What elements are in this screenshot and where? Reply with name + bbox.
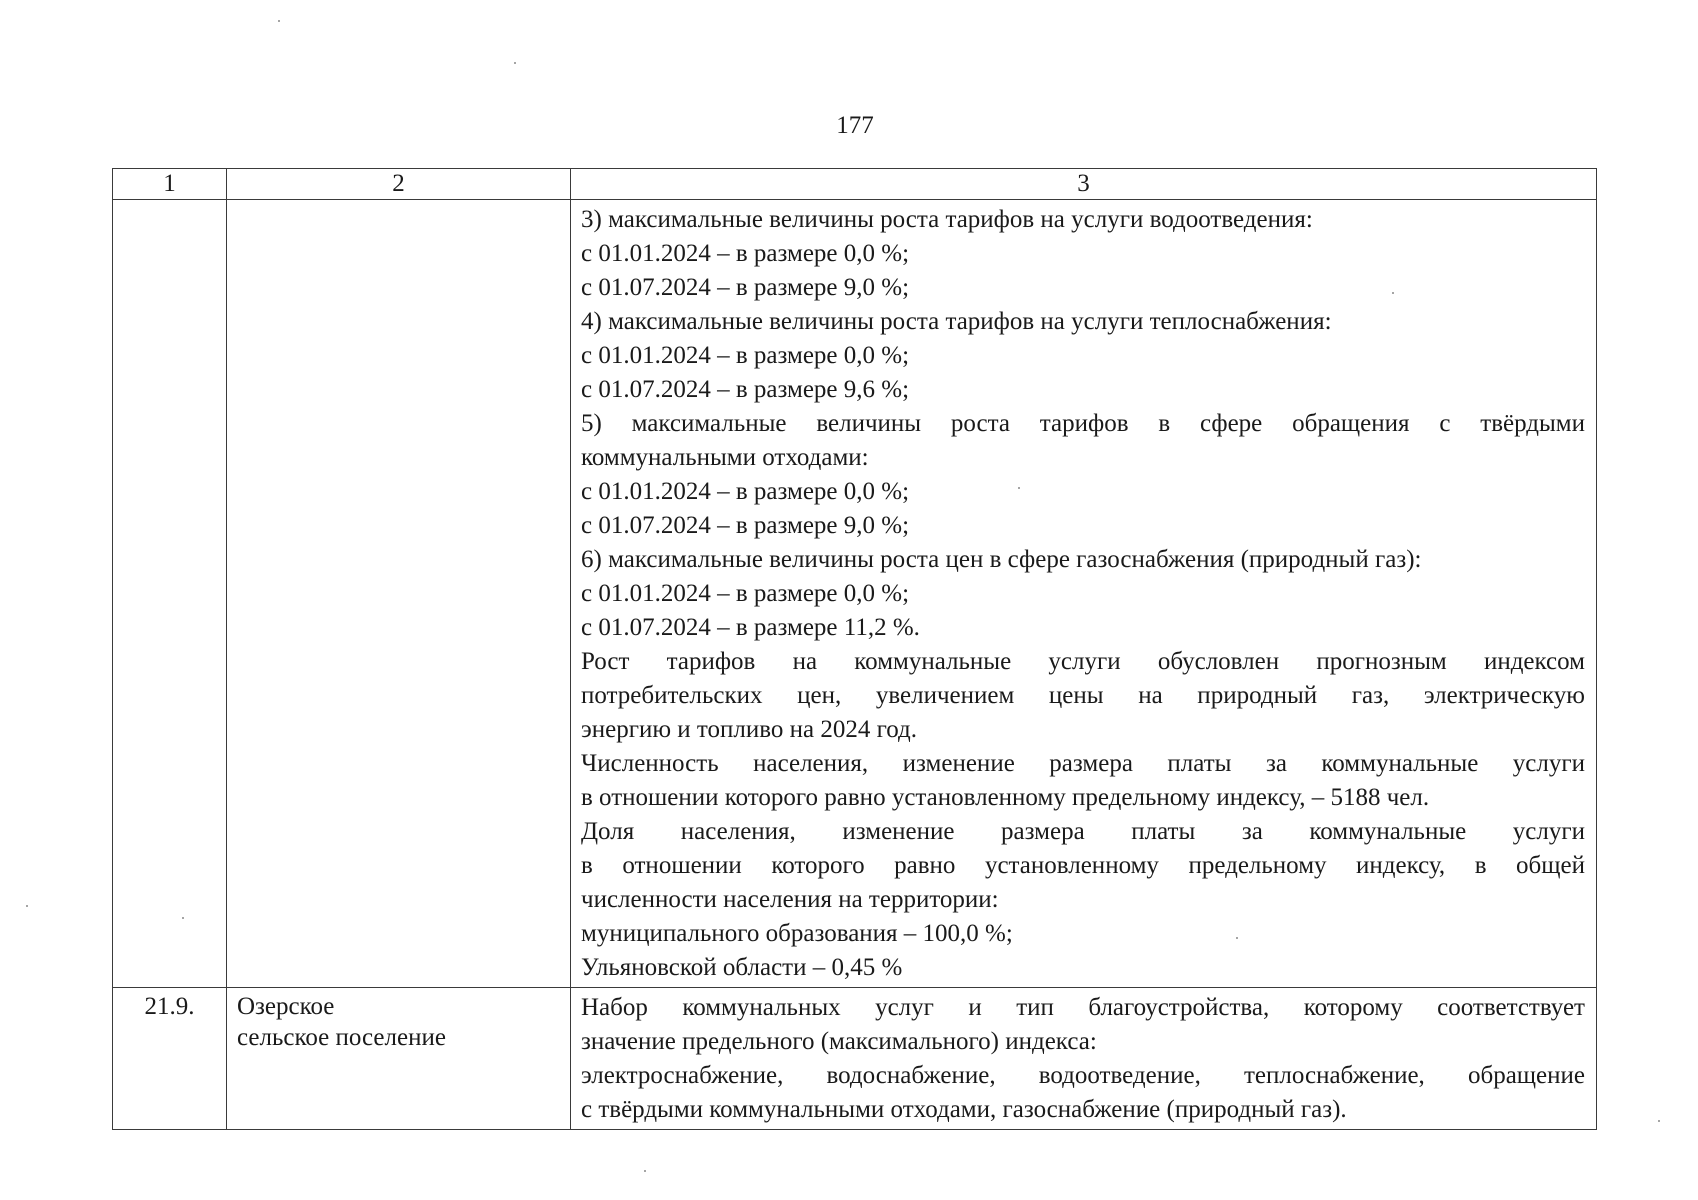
settlement-name-line: Озерское [237, 993, 335, 1020]
text-line: электроснабжение, водоснабжение, водоотведение, теплоснабжение, обращение [581, 1062, 1585, 1089]
text-line: в отношении которого равно установленному предельному индексу, в общей [581, 852, 1585, 879]
text-line: потребительских цен, увеличением цены на природный газ, электрическую [581, 682, 1585, 709]
tariff-table [112, 168, 1597, 1130]
text-line: Ульяновской области – 0,45 % [581, 954, 903, 981]
settlement-name-line: сельское поселение [237, 1024, 446, 1051]
column-header-1: 1 [113, 169, 227, 200]
row-name-cell [227, 200, 571, 988]
text-line: с 01.07.2024 – в размере 9,0 %; [581, 512, 910, 539]
text-line: с 01.01.2024 – в размере 0,0 %; [581, 240, 910, 267]
table-header-row [113, 169, 1597, 200]
text-line: Рост тарифов на коммунальные услуги обусловлен прогнозным индексом [581, 648, 1585, 675]
row-text-cell [571, 988, 1597, 1130]
text-line: с 01.01.2024 – в размере 0,0 %; [581, 580, 910, 607]
table-row [113, 200, 1597, 988]
text-line: 4) максимальные величины роста тарифов на услуги теплоснабжения: [581, 308, 1332, 335]
text-line: Доля населения, изменение размера платы за коммунальные услуги [581, 818, 1585, 845]
column-header-2: 2 [227, 169, 571, 200]
text-line: с 01.07.2024 – в размере 9,6 %; [581, 376, 910, 403]
table-row [113, 988, 1597, 1130]
text-line: с 01.07.2024 – в размере 11,2 %. [581, 614, 920, 641]
text-line: с твёрдыми коммунальными отходами, газоснабжение (природный газ). [581, 1096, 1347, 1123]
text-line: муниципального образования – 100,0 %; [581, 920, 1013, 947]
column-header-3: 3 [571, 169, 1597, 200]
row-text-cell [571, 200, 1597, 988]
text-line: с 01.01.2024 – в размере 0,0 %; [581, 478, 910, 505]
row-number-cell [113, 200, 227, 988]
text-line: численности населения на территории: [581, 886, 999, 913]
row-number-cell: 21.9. [113, 988, 227, 1130]
text-line: 5) максимальные величины роста тарифов в сфере обращения с твёрдыми [581, 410, 1585, 437]
text-line: с 01.07.2024 – в размере 9,0 %; [581, 274, 910, 301]
text-line: Набор коммунальных услуг и тип благоустройства, которому соответствует [581, 994, 1585, 1021]
text-line: коммунальными отходами: [581, 444, 869, 471]
text-line: в отношении которого равно установленному предельному индексу, – 5188 чел. [581, 784, 1430, 811]
text-line: Численность населения, изменение размера платы за коммунальные услуги [581, 750, 1585, 777]
page-number: 177 [836, 112, 874, 139]
row-name-cell [227, 988, 571, 1130]
text-line: с 01.01.2024 – в размере 0,0 %; [581, 342, 910, 369]
text-line: 3) максимальные величины роста тарифов на услуги водоотведения: [581, 206, 1313, 233]
text-line: энергию и топливо на 2024 год. [581, 716, 917, 743]
text-line: значение предельного (максимального) индекса: [581, 1028, 1097, 1055]
text-line: 6) максимальные величины роста цен в сфере газоснабжения (природный газ): [581, 546, 1422, 573]
